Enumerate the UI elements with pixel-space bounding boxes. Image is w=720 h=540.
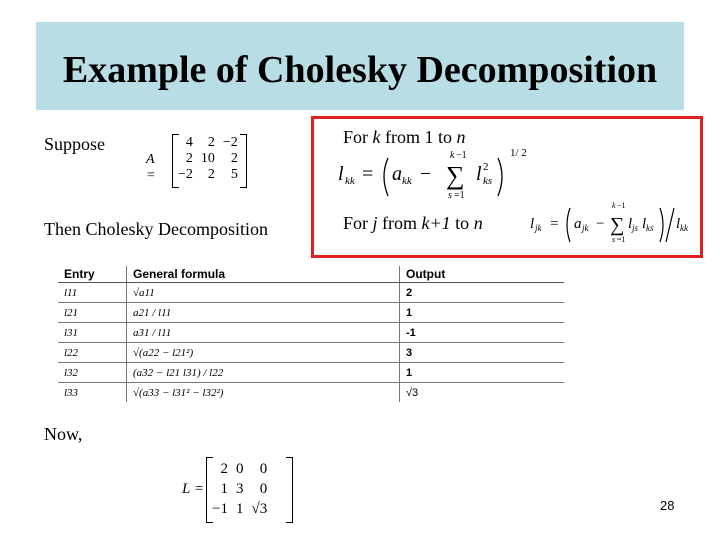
output-cell: 1 xyxy=(400,363,565,383)
matrix-l-cell: 3 xyxy=(235,480,244,497)
matrix-a-cell: 2 xyxy=(185,151,193,166)
svg-text:=: = xyxy=(550,216,559,232)
matrix-a-cell: 2 xyxy=(230,151,238,166)
output-cell: 2 xyxy=(400,283,565,303)
matrix-a-cell: −2 xyxy=(178,167,193,182)
svg-text:l: l xyxy=(476,163,482,185)
matrix-a-cell: 4 xyxy=(185,135,193,150)
lkk-formula xyxy=(336,146,536,202)
output-cell: 1 xyxy=(400,303,565,323)
svg-text:l: l xyxy=(628,216,633,232)
entry-cell: l22 xyxy=(58,343,127,363)
matrix-l-name: L = xyxy=(182,481,204,497)
svg-text:−: − xyxy=(596,216,605,232)
output-cell: √3 xyxy=(406,386,419,399)
svg-text:kk: kk xyxy=(680,223,688,233)
table-header-row xyxy=(58,266,564,283)
matrix-l-grid xyxy=(208,459,271,519)
col-header-formula: General formula xyxy=(127,266,400,283)
table-row xyxy=(58,383,564,403)
ljk-formula xyxy=(528,198,698,250)
svg-text:a: a xyxy=(392,163,402,185)
svg-text:=1: =1 xyxy=(617,235,626,244)
formula-cell: a21 / l11 xyxy=(127,303,400,323)
formula-cell: √(a33 − l31² − l32²) xyxy=(127,383,400,403)
svg-text:=1: =1 xyxy=(454,190,465,201)
svg-text:−1: −1 xyxy=(617,201,626,210)
svg-text:∑: ∑ xyxy=(610,214,625,236)
matrix-a-grid xyxy=(174,135,242,183)
for-k-line: For k from 1 to n xyxy=(343,127,466,147)
table-row xyxy=(58,283,564,303)
svg-text:2: 2 xyxy=(483,161,489,173)
matrix-a-right-bracket xyxy=(240,134,247,188)
svg-text:s: s xyxy=(448,190,452,201)
formula-cell: (a32 − l21 l31) / l22 xyxy=(127,363,400,383)
svg-text:k: k xyxy=(612,201,616,210)
svg-text:kk: kk xyxy=(345,175,355,187)
formula-cell: √a11 xyxy=(127,283,400,303)
svg-text:l: l xyxy=(530,216,535,232)
formula-cell: a31 / l11 xyxy=(127,323,400,343)
svg-text:1/ 2: 1/ 2 xyxy=(510,147,527,159)
then-label: Then Cholesky Decomposition xyxy=(44,219,268,239)
svg-text:ks: ks xyxy=(483,175,493,187)
table-row xyxy=(58,323,564,343)
entry-cell: l33 xyxy=(58,383,127,403)
matrix-l-cell: 0 xyxy=(259,480,268,497)
entry-cell: l32 xyxy=(58,363,127,383)
output-cell: 3 xyxy=(400,343,565,363)
matrix-a-cell: −2 xyxy=(222,135,238,150)
svg-text:kk: kk xyxy=(402,175,412,187)
matrix-l-cell: −1 xyxy=(212,500,228,517)
entry-cell: l11 xyxy=(58,283,127,303)
output-cell: -1 xyxy=(400,323,565,343)
col-header-output: Output xyxy=(400,266,565,283)
matrix-l-cell: 2 xyxy=(220,460,228,477)
entry-cell: l21 xyxy=(58,303,127,323)
svg-text:jk: jk xyxy=(582,223,589,233)
page-number: 28 xyxy=(660,498,675,513)
table-row xyxy=(58,343,564,363)
for-j-line: For j from k+1 to n xyxy=(343,213,483,233)
svg-text:k: k xyxy=(450,150,455,161)
svg-text:l: l xyxy=(338,163,344,185)
table-row xyxy=(58,303,564,323)
title-bar xyxy=(36,22,684,110)
matrix-a-cell: 10 xyxy=(200,151,215,166)
matrix-l-cell: 1 xyxy=(235,500,244,517)
formula-cell: √(a22 − l21²) xyxy=(127,343,400,363)
svg-text:−: − xyxy=(420,163,432,185)
col-header-entry: Entry xyxy=(58,266,127,283)
svg-text:=: = xyxy=(362,163,374,185)
svg-text:jk: jk xyxy=(535,223,542,233)
svg-text:l: l xyxy=(642,216,647,232)
entry-cell: l31 xyxy=(58,323,127,343)
svg-text:ks: ks xyxy=(646,223,654,233)
svg-text:a: a xyxy=(574,216,582,232)
matrix-l-cell: √3 xyxy=(251,500,268,517)
matrix-l-cell: 0 xyxy=(235,460,244,477)
matrix-a-cell: 2 xyxy=(207,167,215,182)
matrix-a-cell: 5 xyxy=(230,167,238,182)
svg-text:js: js xyxy=(632,223,639,233)
suppose-label: Suppose xyxy=(44,134,106,154)
svg-text:−1: −1 xyxy=(456,150,467,161)
svg-text:l: l xyxy=(676,216,681,232)
slide-title: Example of Cholesky Decomposition xyxy=(62,49,658,91)
now-label: Now, xyxy=(44,424,83,444)
matrix-l-right-bracket xyxy=(286,457,293,523)
matrix-l-cell: 0 xyxy=(259,460,268,477)
svg-text:∑: ∑ xyxy=(446,161,465,190)
matrix-a-name: A = xyxy=(146,152,156,183)
matrix-a-cell: 2 xyxy=(207,135,215,150)
table-row xyxy=(58,363,564,383)
matrix-l-cell: 1 xyxy=(220,480,228,497)
svg-text:s: s xyxy=(612,235,616,244)
cholesky-entry-table xyxy=(58,266,564,402)
